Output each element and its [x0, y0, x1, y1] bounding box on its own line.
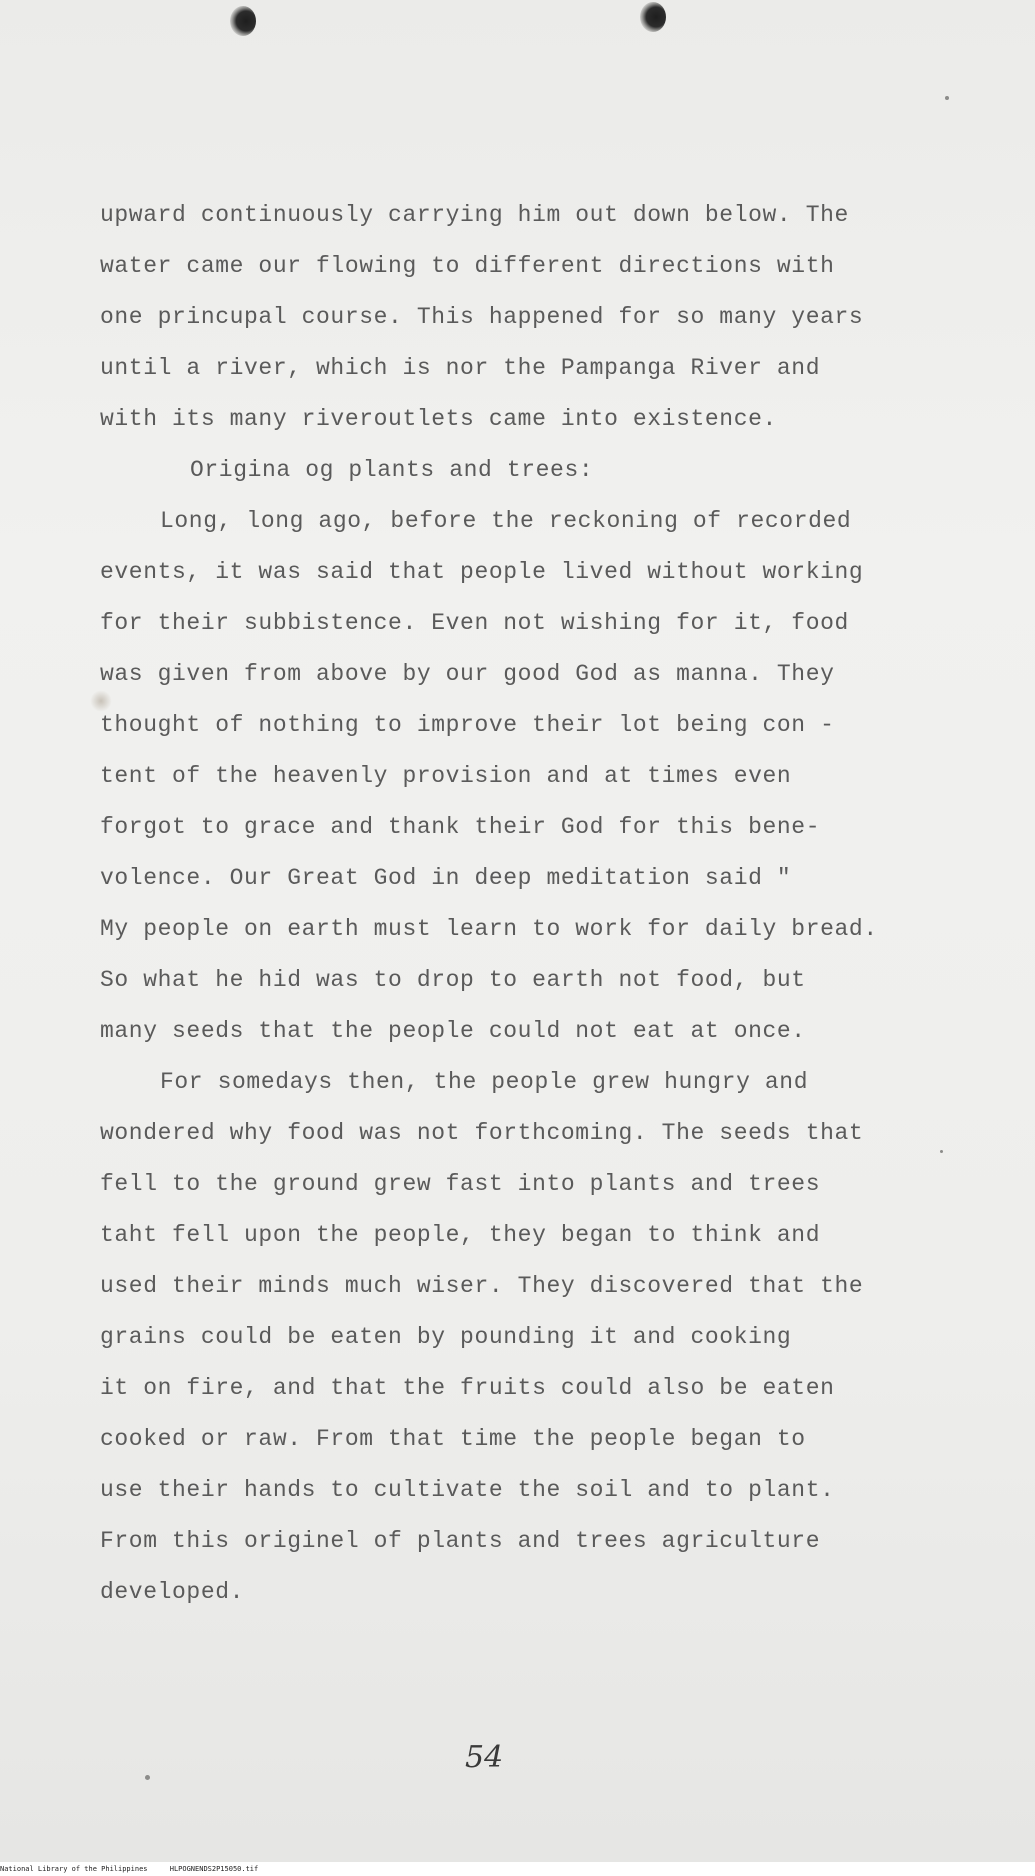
paper-speck — [145, 1775, 150, 1780]
text-line: upward continuously carrying him out down below. The — [100, 202, 849, 228]
punch-hole-left — [230, 6, 256, 36]
text-line: For somedays then, the people grew hungry and — [160, 1069, 809, 1095]
text-line: From this originel of plants and trees agriculture — [100, 1528, 821, 1554]
text-line: with its many riveroutlets came into existence. — [100, 406, 777, 432]
text-line: used their minds much wiser. They discovered that the — [100, 1273, 864, 1299]
text-line: many seeds that the people could not eat at once. — [100, 1018, 806, 1044]
text-line: developed. — [100, 1579, 245, 1605]
paper-speck — [940, 1150, 943, 1153]
paper-speck — [945, 96, 949, 100]
page-number: 54 — [465, 1740, 504, 1775]
text-line: tent of the heavenly provision and at times even — [100, 763, 792, 789]
text-line: My people on earth must learn to work for daily bread. — [100, 916, 878, 942]
text-line: taht fell upon the people, they began to think and — [100, 1222, 821, 1248]
library-name: National Library of the Philippines — [0, 1865, 148, 1873]
text-line: for their subbistence. Even not wishing for it, food — [100, 610, 849, 636]
text-line: thought of nothing to improve their lot being con - — [100, 712, 835, 738]
text-line: events, it was said that people lived without working — [100, 559, 864, 585]
file-id: HLPOGNENDS2P15050.tif — [169, 1865, 259, 1873]
text-line: until a river, which is nor the Pampanga River and — [100, 355, 821, 381]
text-line: one princupal course. This happened for so many years — [100, 304, 864, 330]
punch-hole-right — [640, 2, 666, 32]
text-line: So what he hid was to drop to earth not food, but — [100, 967, 806, 993]
text-line: fell to the ground grew fast into plants and trees — [100, 1171, 821, 1197]
text-line: it on fire, and that the fruits could also be eaten — [100, 1375, 835, 1401]
text-line: Long, long ago, before the reckoning of recorded — [160, 508, 852, 534]
text-line: was given from above by our good God as manna. They — [100, 661, 835, 687]
typed-text-body — [100, 190, 920, 1618]
text-line: water came our flowing to different directions with — [100, 253, 835, 279]
section-heading: Origina og plants and trees: — [190, 457, 594, 483]
scan-footer — [0, 1862, 1035, 1876]
text-line: volence. Our Great God in deep meditation said " — [100, 865, 792, 891]
text-line: grains could be eaten by pounding it and cooking — [100, 1324, 792, 1350]
text-line: forgot to grace and thank their God for this bene- — [100, 814, 821, 840]
text-line: wondered why food was not forthcoming. The seeds that — [100, 1120, 864, 1146]
text-line: cooked or raw. From that time the people began to — [100, 1426, 806, 1452]
text-line: use their hands to cultivate the soil and to plant. — [100, 1477, 835, 1503]
